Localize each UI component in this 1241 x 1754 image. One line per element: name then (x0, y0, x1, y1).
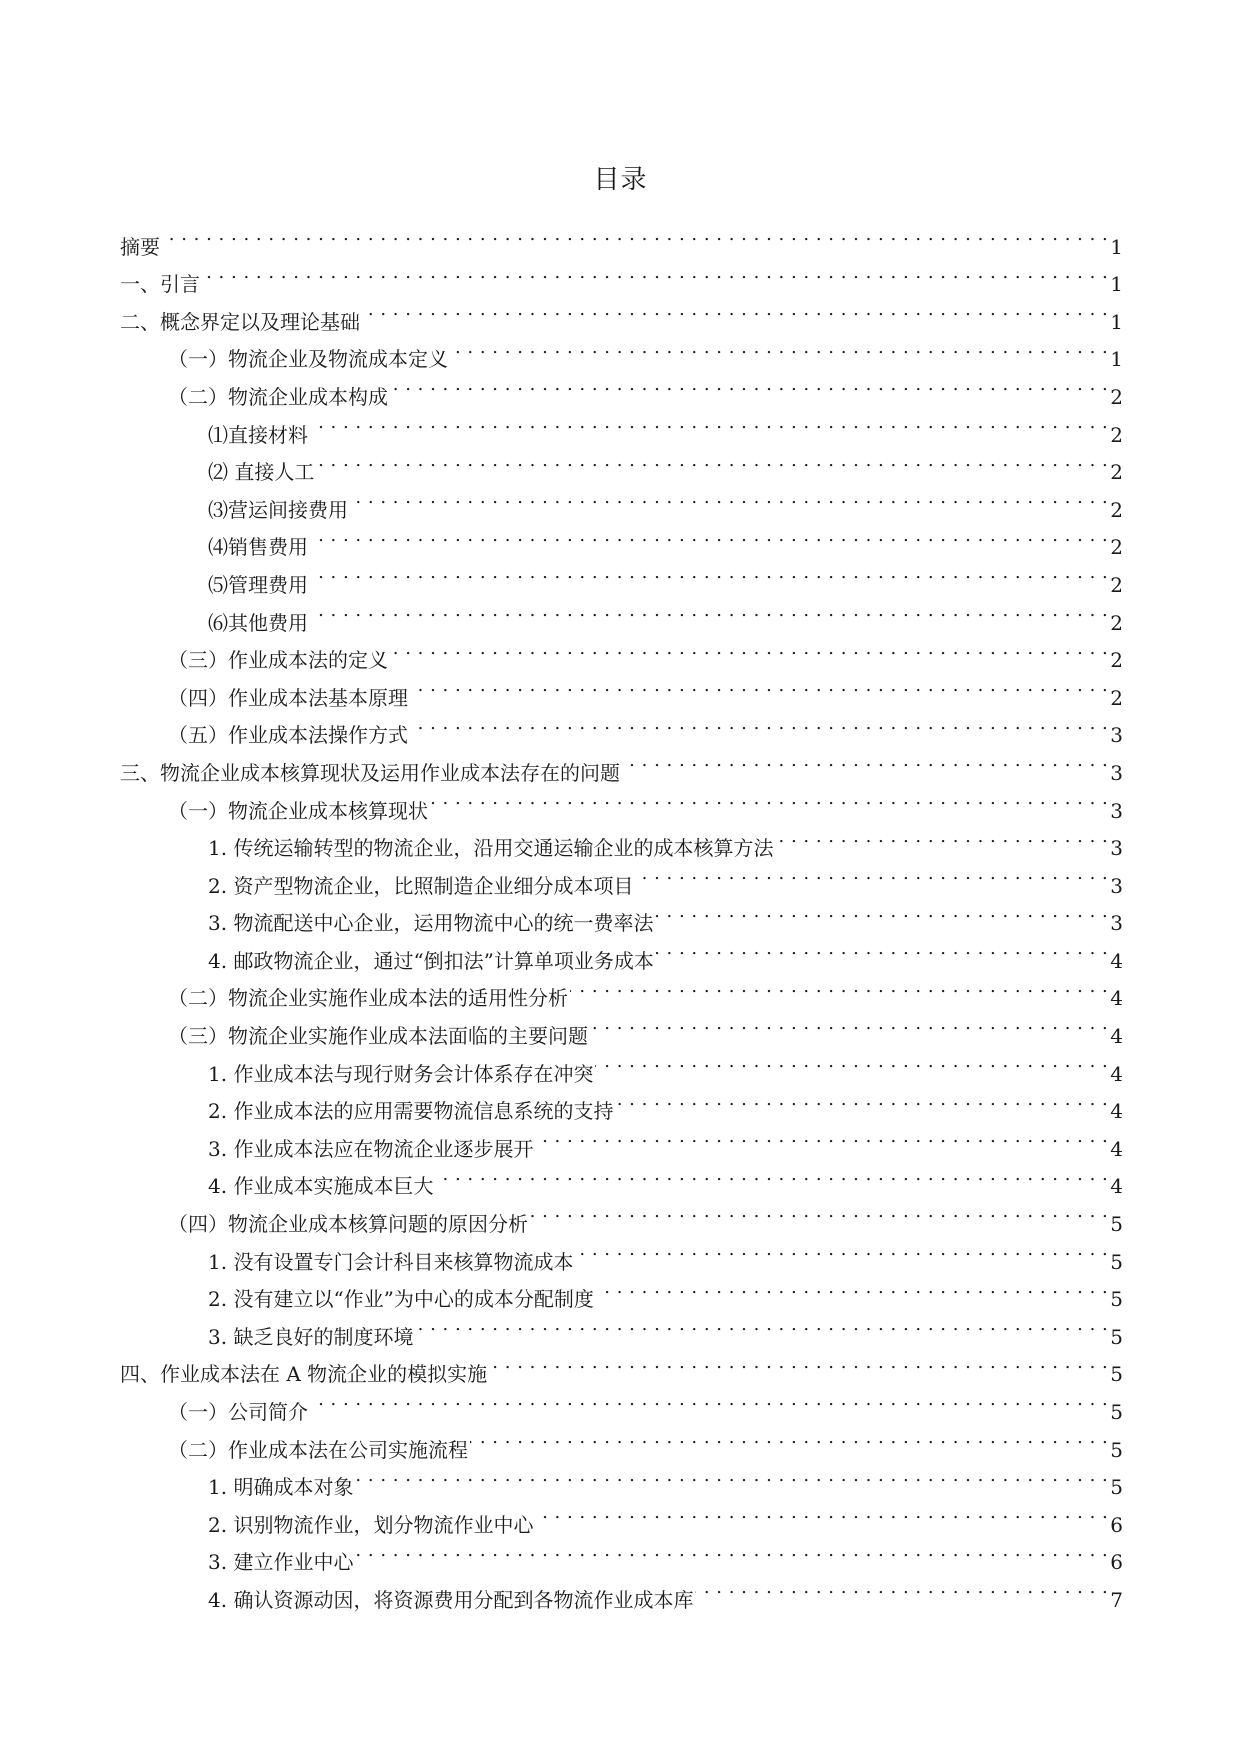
toc-dot-leader (590, 1005, 1108, 1043)
toc-entry-label: ⑵ 直接人工 (208, 460, 315, 485)
toc-page-number: 2 (1110, 648, 1123, 673)
toc-entry-label: 3. 建立作业中心 (208, 1550, 354, 1575)
toc-page-number: 2 (1110, 384, 1123, 409)
toc-entry-label: ⑷销售费用 (208, 535, 308, 560)
toc-entry-label: 1. 没有设置专门会计科目来核算物流成本 (208, 1249, 574, 1274)
toc-dot-leader (489, 1344, 1108, 1382)
toc-dot-leader (310, 554, 1108, 592)
toc-list (120, 216, 1123, 1612)
toc-dot-leader (390, 366, 1108, 404)
toc-page-number: 5 (1110, 1324, 1123, 1349)
toc-page-number: 5 (1110, 1475, 1123, 1500)
toc-dot-leader (575, 1231, 1108, 1269)
toc-entry-label: 摘要 (120, 234, 160, 259)
toc-entry-label: 2. 作业成本法的应用需要物流信息系统的支持 (208, 1099, 614, 1124)
toc-page-number: 4 (1110, 1099, 1123, 1124)
toc-page-number: 4 (1110, 986, 1123, 1011)
toc-dot-leader (470, 1419, 1108, 1457)
toc-page-number: 6 (1110, 1550, 1123, 1575)
toc-dot-leader (355, 1457, 1108, 1495)
toc-entry-label: （三）物流企业实施作业成本法面临的主要问题 (168, 1024, 588, 1049)
toc-dot-leader (695, 1569, 1108, 1607)
toc-entry-label: （四）物流企业成本核算问题的原因分析 (168, 1212, 528, 1237)
toc-entry-label: 四、作业成本法在 A 物流企业的模拟实施 (120, 1362, 488, 1387)
toc-page-number: 2 (1110, 685, 1123, 710)
toc-dot-leader (570, 968, 1108, 1006)
toc-page-number: 3 (1110, 798, 1123, 823)
toc-dot-leader (415, 1306, 1108, 1344)
toc-page-number: 3 (1110, 723, 1123, 748)
toc-dot-leader (350, 479, 1108, 517)
toc-entry[interactable] (120, 291, 1123, 334)
toc-dot-leader (775, 818, 1108, 856)
toc-page-number: 4 (1110, 1136, 1123, 1161)
toc-entry-label: 4. 邮政物流企业，通过“倒扣法”计算单项业务成本 (208, 948, 654, 973)
toc-entry-label: 2. 识别物流作业，划分物流作业中心 (208, 1512, 534, 1537)
toc-entry-label: （三）作业成本法的定义 (168, 648, 388, 673)
toc-page-number: 1 (1110, 347, 1123, 372)
toc-dot-leader (410, 705, 1108, 743)
toc-entry-label: 3. 物流配送中心企业，运用物流中心的统一费率法 (208, 911, 654, 936)
toc-page-number: 2 (1110, 572, 1123, 597)
toc-page-number: 5 (1110, 1437, 1123, 1462)
toc-entry-label: 1. 作业成本法与现行财务会计体系存在冲突 (208, 1061, 594, 1086)
toc-entry-label: ⑹其他费用 (208, 610, 308, 635)
toc-dot-leader (656, 930, 1108, 968)
toc-page-number: 5 (1110, 1249, 1123, 1274)
toc-dot-leader (310, 592, 1108, 630)
toc-page-number: 3 (1110, 873, 1123, 898)
toc-page-number: 2 (1110, 535, 1123, 560)
toc-dot-leader (535, 1118, 1108, 1156)
toc-title: 目录 (593, 165, 648, 195)
toc-dot-leader (435, 1156, 1108, 1194)
toc-entry[interactable] (120, 254, 1123, 297)
toc-entry-label: （一）物流企业成本核算现状 (168, 798, 428, 823)
toc-dot-leader (162, 216, 1108, 254)
toc-page-number: 3 (1110, 760, 1123, 785)
toc-page-number: 1 (1110, 272, 1123, 297)
toc-entry-label: 4. 作业成本实施成本巨大 (208, 1174, 434, 1199)
toc-dot-leader (530, 1193, 1108, 1231)
toc-entry-label: （一）公司简介 (168, 1400, 308, 1424)
toc-page-number: 4 (1110, 1061, 1123, 1086)
toc-dot-leader (362, 291, 1108, 329)
toc-dot-leader (316, 442, 1108, 480)
toc-entry-label: 二、概念界定以及理论基础 (120, 309, 360, 334)
toc-page-number: 2 (1110, 497, 1123, 522)
toc-entry-label: ⑴直接材料 (208, 422, 308, 447)
toc-entry-label: 3. 作业成本法应在物流企业逐步展开 (208, 1136, 534, 1161)
toc-dot-leader (615, 1081, 1108, 1119)
toc-page-number: 1 (1110, 234, 1123, 259)
toc-page-number: 1 (1110, 309, 1123, 334)
toc-dot-leader (450, 329, 1108, 367)
toc-page-number: 3 (1110, 911, 1123, 936)
toc-dot-leader (310, 517, 1108, 555)
toc-page-number: 5 (1110, 1400, 1123, 1424)
toc-page-number: 5 (1110, 1362, 1123, 1387)
toc-page-number: 3 (1110, 836, 1123, 861)
toc-page-number: 4 (1110, 948, 1123, 973)
toc-entry-label: ⑶营运间接费用 (208, 497, 348, 522)
toc-page-number: 4 (1110, 1174, 1123, 1199)
toc-page-number: 5 (1110, 1287, 1123, 1312)
toc-entry-label: 一、引言 (120, 272, 200, 297)
toc-entry-label: 1. 传统运输转型的物流企业，沿用交通运输企业的成本核算方法 (208, 836, 774, 861)
toc-dot-leader (410, 667, 1108, 705)
toc-page-number: 4 (1110, 1024, 1123, 1049)
toc-dot-leader (635, 855, 1108, 893)
toc-dot-leader (202, 254, 1108, 292)
toc-page-number: 2 (1110, 422, 1123, 447)
toc-page-number: 6 (1110, 1512, 1123, 1537)
toc-dot-leader (535, 1494, 1108, 1532)
toc-dot-leader (655, 893, 1108, 931)
toc-dot-leader (595, 1043, 1108, 1081)
toc-dot-leader (310, 1381, 1108, 1419)
toc-entry-label: 2. 没有建立以“作业”为中心的成本分配制度 (208, 1287, 594, 1312)
toc-page-number: 2 (1110, 610, 1123, 635)
toc-entry-label: （五）作业成本法操作方式 (168, 723, 408, 748)
toc-entry-label: 1. 明确成本对象 (208, 1475, 354, 1500)
toc-entry-label: （二）物流企业成本构成 (168, 384, 388, 409)
toc-dot-leader (430, 780, 1108, 818)
toc-dot-leader (355, 1532, 1108, 1570)
toc-dot-leader (622, 742, 1108, 780)
toc-page-number: 7 (1110, 1587, 1123, 1612)
toc-page-number: 5 (1110, 1212, 1123, 1237)
toc-page-number: 2 (1110, 460, 1123, 485)
toc-entry-label: （二）物流企业实施作业成本法的适用性分析 (168, 986, 568, 1011)
toc-entry-label: （一）物流企业及物流成本定义 (168, 347, 448, 372)
toc-entry-label: （二）作业成本法在公司实施流程 (168, 1437, 468, 1462)
toc-entry-label: 三、物流企业成本核算现状及运用作业成本法存在的问题 (120, 760, 620, 785)
toc-dot-leader (310, 404, 1108, 442)
toc-entry[interactable] (120, 216, 1123, 259)
toc-dot-leader (596, 1269, 1108, 1307)
toc-entry-label: 2. 资产型物流企业，比照制造企业细分成本项目 (208, 873, 634, 898)
toc-entry-label: ⑸管理费用 (208, 572, 308, 597)
toc-entry-label: 4. 确认资源动因，将资源费用分配到各物流作业成本库 (208, 1587, 694, 1612)
toc-entry-label: （四）作业成本法基本原理 (168, 685, 408, 710)
toc-dot-leader (390, 630, 1108, 668)
toc-entry-label: 3. 缺乏良好的制度环境 (208, 1324, 414, 1349)
